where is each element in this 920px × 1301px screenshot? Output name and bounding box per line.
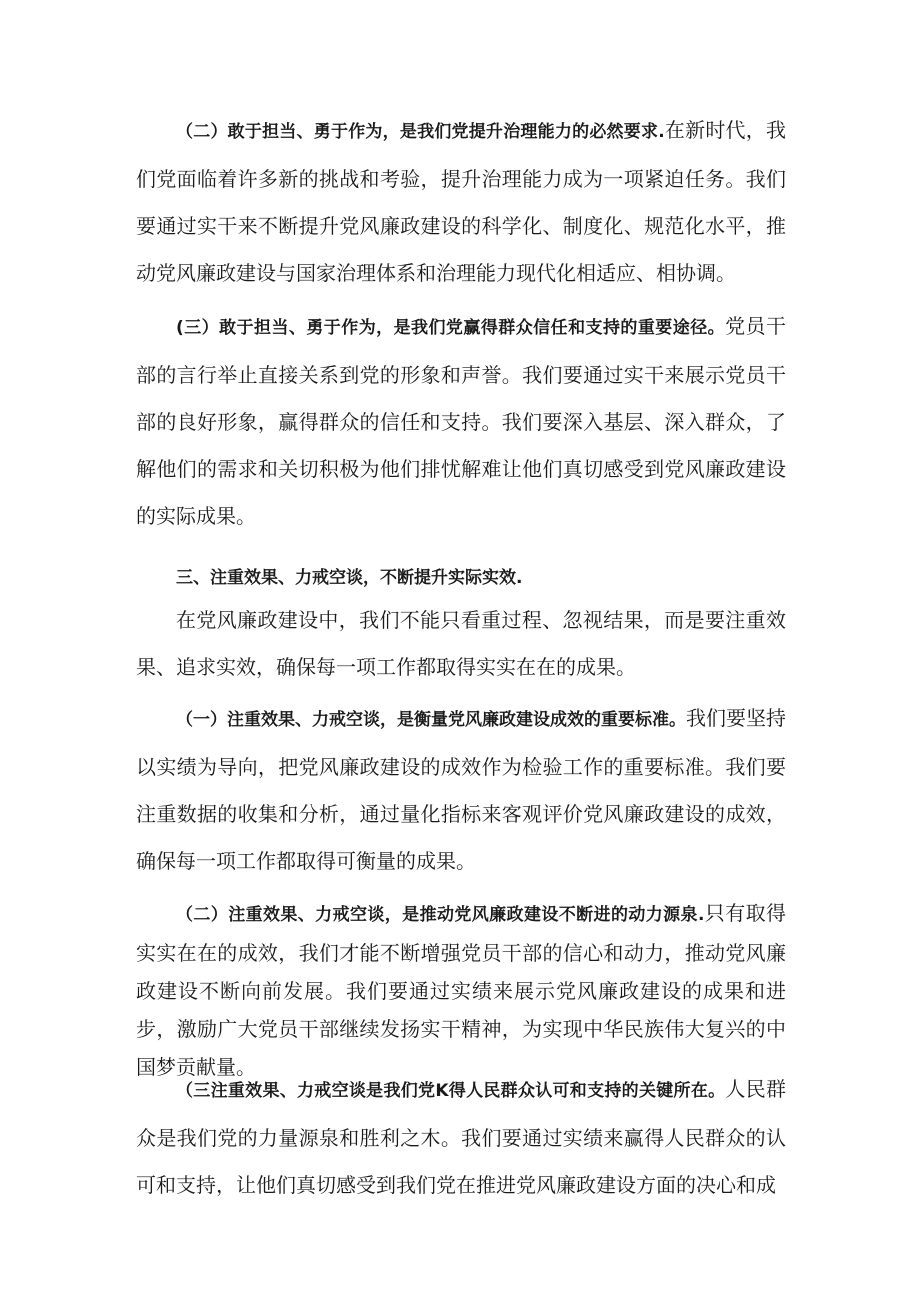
paragraph-body: 党员干部的言行举止直接关系到党的形象和声誉。我们要通过实干来展示党员干部的良好形象，赢得群众的信任和支持。我们要深入基层、深入群众，了解他们的需求和关切积极为他们排忧解难让他们真切感受到党风廉政建设的实际成果。 xyxy=(136,314,786,528)
paragraph-body: 我们要坚持以实绩为导向，把党风廉政建设的成效作为检验工作的重要标准。我们要注重数据的收集和分析，通过量化指标来客观评价党风廉政建设的成效，确保每一项工作都取得可衡量的成果。 xyxy=(136,706,786,873)
section-heading: 三、注重效果、力戒空谈，不断提升实际实效. xyxy=(176,568,523,588)
paragraph-governance-capacity xyxy=(136,107,786,297)
paragraph-body: 只有取得实实在在的成效，我们才能不断增强党员干部的信心和动力，推动党风廉政建设不断向前发展。我们要通过实绩来展示党风廉政建设的成果和进步，激励广大党员干部继续发扬实干精神，为实现中华民族伟大复兴的中国梦贡献量。 xyxy=(136,901,786,1079)
paragraph-section-intro xyxy=(136,597,786,691)
paragraph-lead: （三注重效果、力戒空谈是我们党K得人民群众认可和支持的关键所在。 xyxy=(176,1081,726,1101)
paragraph-body: 在新时代，我们党面临着许多新的挑战和考验，提升治理能力成为一项紧迫任务。我们要通过实干来不断提升党风廉政建设的科学化、制度化、规范化水平，推动党风廉政建设与国家治理体系和治理能力现代化相适应、相协调。 xyxy=(136,118,787,285)
paragraph-lead: (三）敢于担当、勇于作为，是我们党赢得群众信任和支持的重要途径。 xyxy=(176,318,726,338)
paragraph-evaluation-standard xyxy=(136,695,786,885)
paragraph-public-trust xyxy=(136,303,786,540)
paragraph-public-recognition xyxy=(136,1066,786,1209)
paragraph-driving-force xyxy=(136,894,786,1086)
paragraph-lead: （二）注重效果、力戒空谈，是推动党风廉政建设不断进的动力源泉. xyxy=(176,905,705,925)
paragraph-lead: （一）注重效果、力戒空谈，是衡量党风廉政建设成效的重要标准。 xyxy=(176,710,686,730)
paragraph-body: 人民群众是我们党的力量源泉和胜利之木。我们要通过实绩来赢得人民群众的认可和支持，让他们真切感受到我们党在推进党风廉政建设方面的决心和成 xyxy=(136,1077,786,1197)
paragraph-body: 在党风廉政建设中，我们不能只看重过程、忽视结果，而是要注重效果、追求实效，确保每一项工作都取得实实在在的成果。 xyxy=(136,608,786,679)
paragraph-lead: （二）敢于担当、勇于作为，是我们党提升治理能力的必然要求. xyxy=(176,122,665,142)
